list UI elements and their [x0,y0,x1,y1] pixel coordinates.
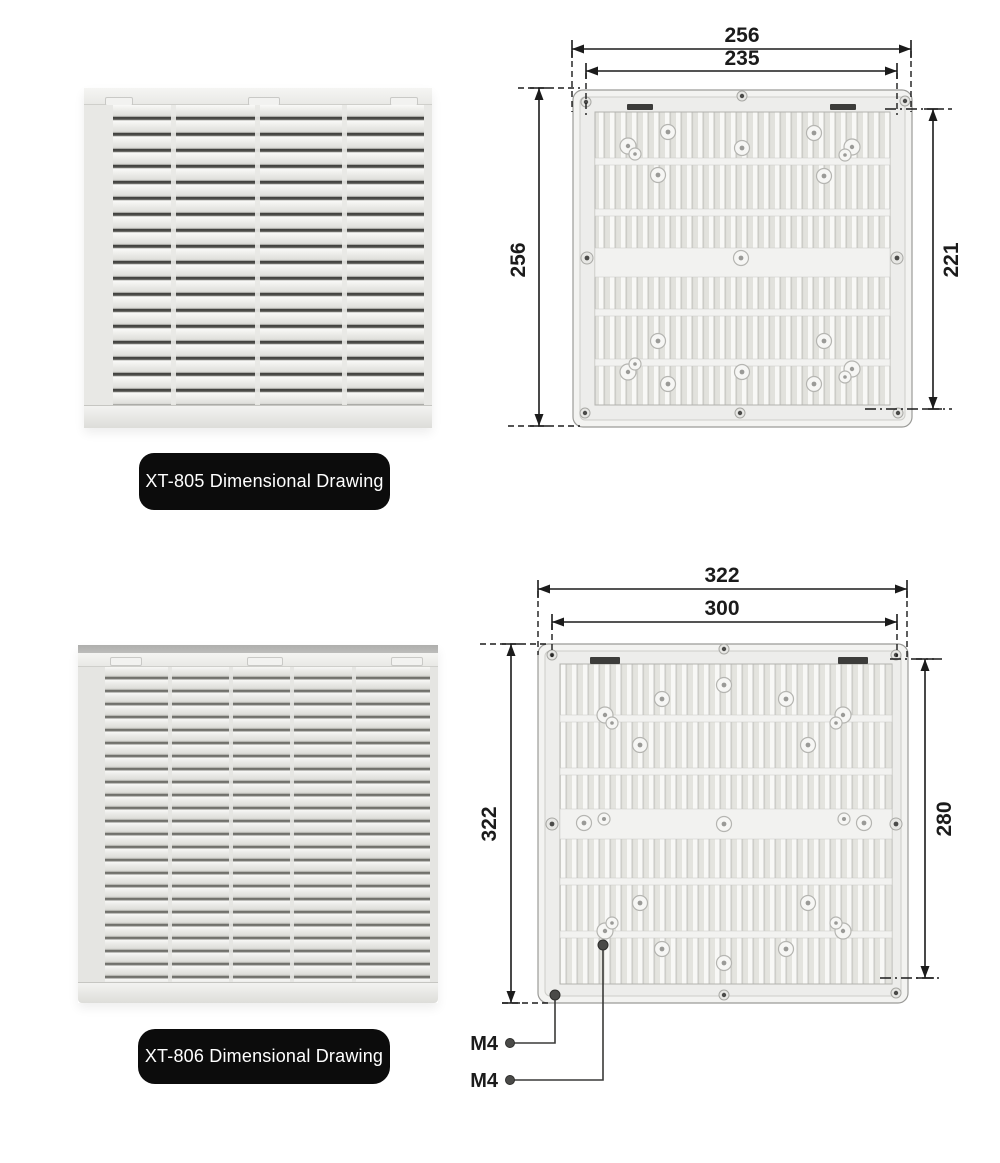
xt805-part-body [573,90,912,427]
cap-tab [247,657,283,666]
dim-text-inner-height: 221 [940,242,963,278]
xt806-rear-dimensional-drawing [440,565,980,1110]
xt806-bottom-base [78,982,438,1003]
xt805-rear-dimensional-drawing [500,20,970,450]
grille-side-frame [84,105,113,405]
xt805-louver-grille [84,105,432,405]
louver-column-separator [171,105,176,405]
louver-column-separator [255,105,260,405]
xt806-top-bar [78,645,438,653]
dim-text-inner-height: 280 [933,801,956,837]
xt805-bottom-base [84,405,432,428]
cap-tab [391,657,423,666]
dim-outer-height [507,88,548,426]
dim-text-inner-width: 235 [724,47,760,70]
dim-inner-width [552,597,897,630]
xt806-label-plate [138,1029,390,1084]
louver-column-separator [168,667,172,982]
xt805-front-view [84,88,432,428]
xt806-top-cap [78,653,438,667]
dim-outer-width [538,565,907,598]
dim-text-outer-height: 256 [507,242,530,278]
louver-column-separator [229,667,233,982]
dim-inner-height [924,109,963,409]
dim-text-outer-height: 322 [478,806,501,842]
grille-side-frame [78,667,105,982]
xt806-louver-grille [78,667,438,982]
grille-side-frame [424,105,432,405]
dim-outer-height [478,644,520,1003]
xt806-label-text: XT-806 Dimensional Drawing [144,1046,384,1066]
cap-tab [110,657,142,666]
xt805-label-plate [139,453,390,510]
louver-column-separator [342,105,347,405]
dim-text-outer-width: 322 [704,565,740,587]
grille-side-frame [430,667,438,982]
xt805-top-cap [84,88,432,105]
xt805-label-text: XT-805 Dimensional Drawing [145,471,384,491]
dim-inner-width [586,47,897,79]
xt806-part-body [538,644,908,1003]
dim-text-inner-width: 300 [704,597,740,620]
m4-label-upper: M4 [470,1033,498,1055]
louver-column-separator [290,667,294,982]
dim-text-outer-width: 256 [724,24,760,47]
m4-label-lower: M4 [470,1070,498,1092]
dim-inner-height [916,659,956,978]
louver-column-separator [352,667,356,982]
xt806-front-view [78,645,438,1003]
